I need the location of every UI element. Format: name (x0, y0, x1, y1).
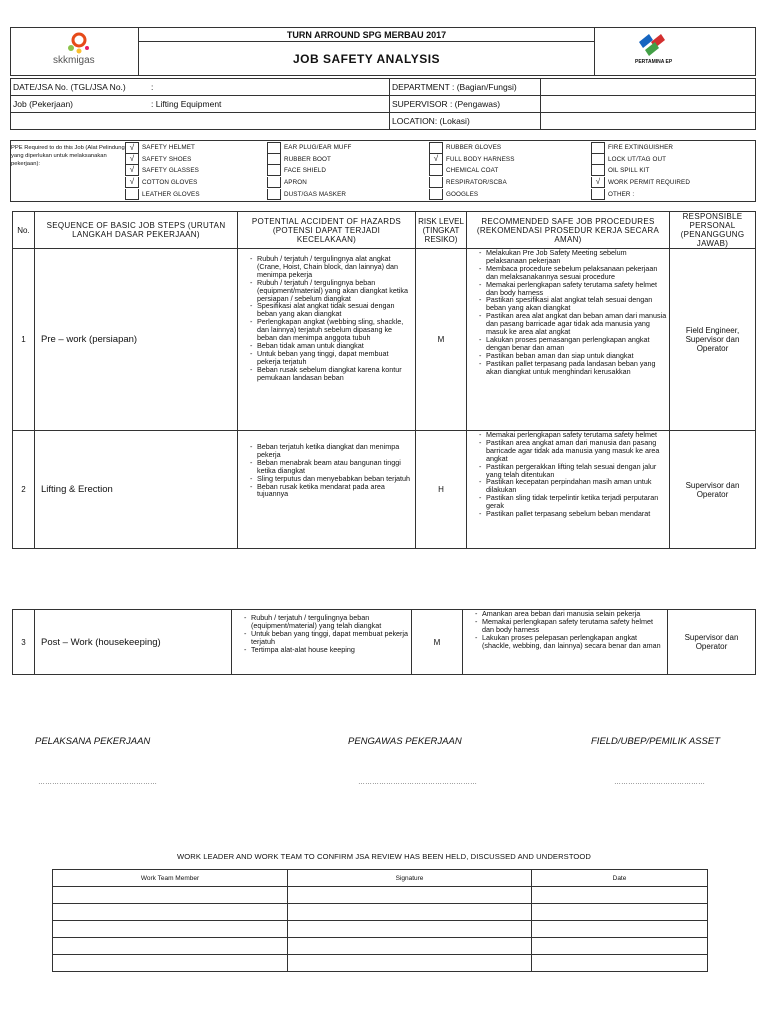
team-member-cell[interactable] (53, 887, 288, 904)
team-row (53, 887, 708, 904)
list-item: - Pastikan spesifikasi alat angkat telah sesuai dengan beban yang akan diangkat (486, 296, 667, 312)
row-procedures (467, 431, 670, 549)
ppe-label: GOOGLES (446, 190, 479, 198)
team-row (53, 921, 708, 938)
list-item: - Untuk beban yang tinggi, dapat membuat pekerja terjatuh (257, 350, 413, 366)
list-item: - Amankan area beban dari manusia selain pekerja (482, 610, 665, 618)
ppe-checkbox[interactable] (267, 154, 281, 165)
list-item: - Lakukan proses pelepasan perlengkapan angkat (shackle, webbing, dan lainnya) secara benar dan aman (482, 634, 665, 650)
list-item: - Pastikan area alat angkat dan beban aman dari manusia dan pasang barricade agar tidak ada manusia yang masuk ke area alat angkat (486, 312, 667, 336)
team-confirm-text: WORK LEADER AND WORK TEAM TO CONFIRM JSA REVIEW HAS BEEN HELD, DISCUSSED AND UNDERSTOOD (176, 852, 592, 861)
pertamina-logo-icon (595, 28, 755, 70)
ppe-label: OIL SPILL KIT (608, 167, 650, 175)
row-procedures (463, 610, 668, 675)
ppe-checkbox[interactable]: √ (125, 177, 139, 188)
ppe-column-1 (125, 142, 200, 200)
team-table (52, 869, 708, 972)
ppe-item (125, 177, 200, 189)
ppe-checkbox[interactable]: √ (429, 154, 443, 165)
ppe-label: LEATHER GLOVES (142, 190, 200, 198)
ppe-checkbox[interactable]: √ (591, 177, 605, 188)
signature-cell[interactable] (288, 955, 532, 972)
ppe-checkbox[interactable] (429, 177, 443, 188)
team-row (53, 904, 708, 921)
row-hazards (232, 610, 412, 675)
col-header-procedures: RECOMMENDED SAFE JOB PROCEDURES (REKOMENDASI PROSEDUR KERJA SECARA AMAN) (467, 212, 670, 249)
list-item: - Untuk beban yang tinggi, dapat membuat pekerja terjatuh (251, 630, 409, 646)
ppe-item (267, 188, 351, 200)
list-item: - Rubuh / terjatuh / tergulingnya beban (equipment/material) yang akan diangkat ketika persiapan / sebelum diangkat (257, 279, 413, 303)
location-label: LOCATION: (Lokasi) (390, 113, 541, 130)
ppe-item (429, 188, 515, 200)
ppe-checkbox[interactable] (267, 177, 281, 188)
ppe-checkbox[interactable] (429, 165, 443, 176)
table-row (13, 610, 756, 675)
date-cell[interactable] (532, 955, 708, 972)
row-risk: M (412, 610, 463, 675)
row-procedures (467, 249, 670, 431)
ppe-checkbox[interactable] (591, 142, 605, 154)
ppe-column-2 (267, 142, 351, 200)
date-cell[interactable] (532, 938, 708, 955)
ppe-checkbox[interactable] (591, 154, 605, 165)
ppe-item (429, 177, 515, 189)
ppe-checkbox[interactable] (267, 142, 281, 154)
list-item: - Memakai perlengkapan safety terutama safety helmet dan body harness (482, 618, 665, 634)
pelaksana-signature-line[interactable]: …………………………………………… (38, 779, 157, 786)
ppe-item (267, 177, 351, 189)
date-cell[interactable] (532, 904, 708, 921)
skkmigas-logo-cell (11, 28, 139, 76)
col-header-member: Work Team Member (53, 870, 288, 887)
list-item: - Pastikan beban aman dan siap untuk diangkat (486, 352, 667, 360)
list-item: - Pastikan pallet terpasang pada landasan beban yang akan diangkat untuk menghindari kerusakkan (486, 360, 667, 376)
row-hazards (238, 249, 416, 431)
ppe-label: OTHER : (608, 190, 635, 198)
ppe-label: CHEMICAL COAT (446, 167, 499, 175)
list-item: - Beban tidak aman untuk diangkat (257, 342, 413, 350)
date-value[interactable]: : (151, 82, 154, 92)
table-row (13, 431, 756, 549)
team-member-cell[interactable] (53, 904, 288, 921)
supervisor-value[interactable] (541, 96, 756, 113)
list-item: - Sling terputus dan menyebabkan beban terjatuh (257, 475, 413, 483)
ppe-label: RUBBER GLOVES (446, 144, 502, 152)
info-empty-cell (11, 113, 390, 130)
date-cell[interactable] (532, 921, 708, 938)
field-owner-signature-line[interactable]: ………………………………… (614, 779, 705, 786)
list-item: - Beban menabrak beam atau bangunan tinggi ketika diangkat (257, 459, 413, 475)
table-row (13, 249, 756, 431)
pengawas-signature-line[interactable]: …………………………………………… (358, 779, 477, 786)
ppe-item (267, 165, 351, 177)
ppe-checkbox[interactable] (429, 142, 443, 154)
ppe-label: RUBBER BOOT (284, 155, 331, 163)
row-risk: H (416, 431, 467, 549)
ppe-label: LOCK UT/TAG OUT (608, 155, 667, 163)
field-owner-label: FIELD/UBEP/PEMILIK ASSET (591, 736, 720, 747)
date-row (11, 79, 390, 96)
ppe-label: SAFETY GLASSES (142, 167, 199, 175)
list-item: - Perlengkapan angkat (webbing sling, shackle, dan lainnya) terjatuh sebelum dipasang ke beban dan menimpa anggota tubuh (257, 318, 413, 342)
ppe-label: COTTON GLOVES (142, 179, 198, 187)
job-row (11, 96, 390, 113)
ppe-item (125, 165, 200, 177)
list-item: - Rubuh / terjatuh / tergulingnya beban (equipment/material) yang telah diangkat (251, 614, 409, 630)
pengawas-label: PENGAWAS PEKERJAAN (348, 736, 462, 747)
ppe-item (591, 142, 690, 154)
ppe-label: EAR PLUG/EAR MUFF (284, 144, 352, 152)
ppe-label: DUST/GAS MASKER (284, 190, 347, 198)
list-item: - Lakukan proses pemasangan perlengkapan angkat dengan benar dan aman (486, 336, 667, 352)
ppe-label: RESPIRATOR/SCBA (446, 179, 507, 187)
ppe-item (125, 142, 200, 154)
ppe-item (591, 154, 690, 166)
col-header-no: No. (13, 212, 35, 249)
list-item: - Membaca procedure sebelum pelaksanaan pekerjaan dan melaksanakannya sesuai procedure (486, 265, 667, 281)
signature-cell[interactable] (288, 887, 532, 904)
ppe-item (429, 165, 515, 177)
col-header-risk: RISK LEVEL (TINGKAT RESIKO) (416, 212, 467, 249)
row-personal: Supervisor dan Operator (668, 610, 756, 675)
jsa-table-continued (12, 609, 756, 675)
ppe-checkbox[interactable] (267, 165, 281, 176)
row-number: 1 (13, 249, 35, 431)
department-value[interactable] (541, 79, 756, 96)
ppe-checkbox[interactable]: √ (125, 165, 139, 176)
ppe-item (591, 177, 690, 189)
ppe-label: FULL BODY HARNESS (446, 155, 515, 163)
pelaksana-label: PELAKSANA PEKERJAAN (35, 736, 151, 747)
ppe-label: SAFETY HELMET (142, 144, 195, 152)
row-step: Pre – work (persiapan) (35, 249, 238, 431)
ppe-item (429, 154, 515, 166)
list-item: - Pastikan pallet terpasang sebelum beban mendarat (486, 510, 667, 518)
list-item: - Pastikan kecepatan perpindahan masih aman untuk dilakukan (486, 478, 667, 494)
team-row (53, 938, 708, 955)
ppe-item (267, 154, 351, 166)
team-member-cell[interactable] (53, 921, 288, 938)
list-item: - Memakai perlengkapan safety terutama safety helmet (486, 431, 667, 439)
col-header-personal: RESPONSIBLE PERSONAL (PENANGGUNG JAWAB) (670, 212, 756, 249)
row-step: Post – Work (housekeeping) (35, 610, 232, 675)
job-label: Job (Pekerjaan) (13, 99, 74, 109)
list-item: - Beban terjatuh ketika diangkat dan menimpa pekerja (257, 443, 413, 459)
ppe-section (10, 140, 756, 202)
col-header-sequence: SEQUENCE OF BASIC JOB STEPS (URUTAN LANGKAH DASAR PEKERJAAN) (35, 212, 238, 249)
row-step: Lifting & Erection (35, 431, 238, 549)
ppe-checkbox[interactable] (429, 189, 443, 200)
date-cell[interactable] (532, 887, 708, 904)
date-label: DATE/JSA No. (TGL/JSA No.) (13, 82, 126, 92)
ppe-item (591, 188, 690, 200)
row-risk: M (416, 249, 467, 431)
ppe-item (125, 188, 200, 200)
team-row (53, 955, 708, 972)
team-member-cell[interactable] (53, 955, 288, 972)
team-member-cell[interactable] (53, 938, 288, 955)
list-item: - Pastikan sling tidak terpelintir ketika terjadi perputaran gerak (486, 494, 667, 510)
col-header-hazards: POTENTIAL ACCIDENT OF HAZARDS (POTENSI DAPAT TERJADI KECELAKAAN) (238, 212, 416, 249)
row-hazards (238, 431, 416, 549)
ppe-label: FACE SHIELD (284, 167, 327, 175)
page-title: JOB SAFETY ANALYSIS (139, 42, 595, 76)
ppe-checkbox[interactable] (267, 189, 281, 200)
ppe-checkbox[interactable]: √ (125, 154, 139, 165)
ppe-item (267, 142, 351, 154)
col-header-date: Date (532, 870, 708, 887)
row-number: 3 (13, 610, 35, 675)
skkmigas-logo-text: skkmigas (53, 55, 95, 66)
list-item: - Tertimpa alat-alat house keeping (251, 646, 409, 654)
row-number: 2 (13, 431, 35, 549)
ppe-label: FIRE EXTINGUISHER (608, 144, 674, 152)
ppe-column-3 (429, 142, 515, 200)
ppe-label: WORK PERMIT REQUIRED (608, 179, 690, 187)
pertamina-logo-cell (595, 28, 756, 76)
list-item: - Memakai perlengkapan safety terutama safety helmet dan body harness (486, 281, 667, 297)
jsa-table-main (12, 211, 756, 549)
signature-cell[interactable] (288, 904, 532, 921)
row-personal: Supervisor dan Operator (670, 431, 756, 549)
ppe-item (429, 142, 515, 154)
row-personal: Field Engineer, Supervisor dan Operator (670, 249, 756, 431)
header-table (10, 27, 756, 76)
signature-cell[interactable] (288, 921, 532, 938)
supervisor-label: SUPERVISOR : (Pengawas) (390, 96, 541, 113)
ppe-item (591, 165, 690, 177)
department-label: DEPARTMENT : (Bagian/Fungsi) (390, 79, 541, 96)
ppe-required-label: PPE Required to do this Job (Alat Pelindung yang diperlukan untuk melaksanakan pekerjaan): (11, 145, 125, 167)
list-item: - Pastikan area angkat aman dari manusia dan pasang barricade agar tidak ada manusia yang masuk ke area angkat (486, 439, 667, 463)
list-item: - Beban rusak sebelum diangkat karena kontur pemukaan landasan beban (257, 366, 413, 382)
ppe-checkbox[interactable] (591, 189, 605, 200)
ppe-checkbox[interactable]: √ (125, 142, 139, 154)
ppe-column-4 (591, 142, 690, 200)
ppe-label: APRON (284, 179, 307, 187)
ppe-label: SAFETY SHOES (142, 155, 192, 163)
list-item: - Melakukan Pre Job Safety Meeting sebelum pelaksanaan pekerjaan (486, 249, 667, 265)
ppe-item (125, 154, 200, 166)
project-title: TURN ARROUND SPG MERBAU 2017 (139, 28, 595, 42)
pertamina-logo-text: PERTAMINA EP (635, 59, 673, 65)
list-item: - Pastikan pergerakkan lifting telah sesuai dengan jalur yang telah ditentukan (486, 463, 667, 479)
location-value[interactable] (541, 113, 756, 130)
job-value[interactable]: : Lifting Equipment (151, 99, 222, 109)
list-item: - Rubuh / terjatuh / tergulingnya alat angkat (Crane, Hoist, Chain block, dan lainnya) dan menimpa pekerja (257, 255, 413, 279)
ppe-checkbox[interactable] (125, 189, 139, 200)
list-item: - Beban rusak ketika mendarat pada area tujuannya (257, 483, 413, 499)
col-header-signature: Signature (288, 870, 532, 887)
signature-cell[interactable] (288, 938, 532, 955)
info-table (10, 78, 756, 130)
list-item: - Spesifikasi alat angkat tidak sesuai dengan beban yang akan diangkat (257, 302, 413, 318)
ppe-checkbox[interactable] (591, 165, 605, 176)
